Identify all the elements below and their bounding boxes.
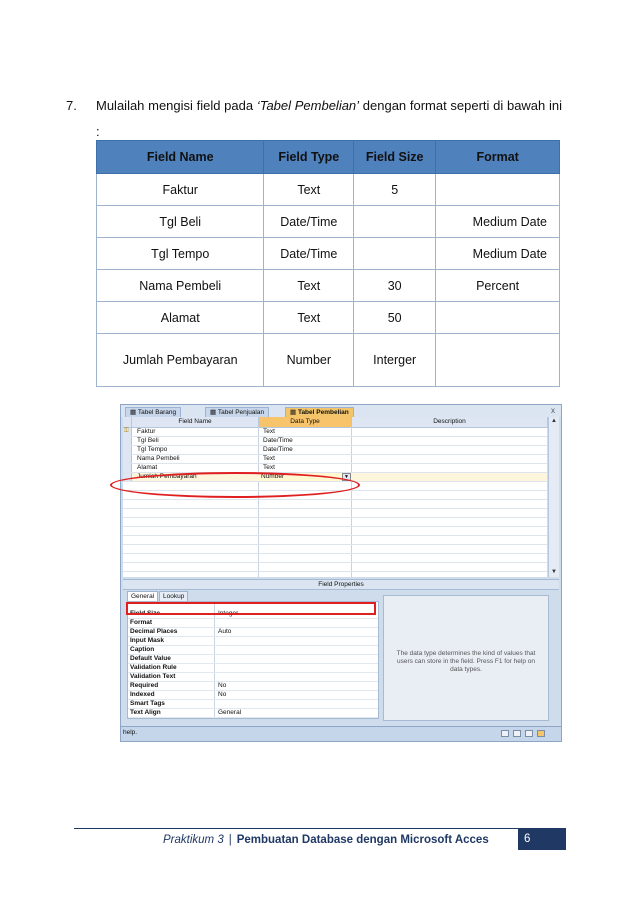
cell-field-size: 50: [354, 302, 436, 334]
row-selector[interactable]: [123, 428, 132, 436]
table-icon: ▦: [290, 409, 298, 416]
cell-field-name: Tgl Tempo: [97, 238, 264, 270]
grid-data-type: Text: [263, 428, 275, 435]
cell-field-type: Date/Time: [264, 206, 354, 238]
instruction-text: [96, 93, 562, 145]
tab-tabel-penjualan[interactable]: ▦ Tabel Penjualan: [205, 407, 269, 418]
table-row: [97, 206, 560, 238]
grid-data-type: Number: [261, 473, 285, 480]
status-bar: [121, 726, 561, 741]
highlight-rectangle: [126, 602, 376, 615]
dropdown-arrow-icon[interactable]: ▼: [342, 473, 351, 481]
table-icon: ▦: [210, 409, 218, 416]
table-row: [97, 174, 560, 206]
design-view-icon[interactable]: [537, 730, 545, 737]
page-footer: [163, 831, 513, 849]
property-row[interactable]: Validation Rule: [128, 664, 378, 673]
tab-tabel-pembelian[interactable]: ▦ Tabel Pembelian: [285, 407, 354, 418]
table-reference: ‘Tabel Pembelian’: [256, 98, 360, 113]
help-text: The data type determines the kind of values that users can store in the field. Press F1 for help on data types.: [396, 650, 536, 673]
cell-field-type: Number: [264, 334, 354, 387]
property-row[interactable]: Validation Text: [128, 673, 378, 682]
field-properties-title: Field Properties: [123, 579, 559, 590]
cell-field-type: Text: [264, 270, 354, 302]
property-row[interactable]: Default Value: [128, 655, 378, 664]
pivot-chart-view-icon[interactable]: [525, 730, 533, 737]
grid-field-name: Alamat: [137, 464, 158, 471]
primary-key-icon: ⚿: [124, 428, 129, 434]
grid-row-empty[interactable]: [123, 563, 547, 572]
cell-field-name: Jumlah Pembayaran: [97, 334, 264, 387]
grid-row[interactable]: [123, 437, 547, 446]
cell-field-size: Interger: [354, 334, 436, 387]
instruction-step: [66, 93, 562, 145]
cell-format: Percent: [436, 270, 560, 302]
cell-format: [436, 302, 560, 334]
header-field-name: Field Name: [97, 141, 264, 174]
cell-field-size: [354, 238, 436, 270]
cell-field-name: Tgl Beli: [97, 206, 264, 238]
row-selector[interactable]: [123, 446, 132, 454]
grid-field-name: Faktur: [137, 428, 156, 435]
cell-field-name: Alamat: [97, 302, 264, 334]
table-row: [97, 302, 560, 334]
close-icon[interactable]: x: [551, 406, 555, 415]
instruction-after: dengan format seperti di bawah ini :: [96, 98, 562, 139]
grid-row-empty[interactable]: [123, 536, 547, 545]
grid-field-name: Nama Pembeli: [137, 455, 180, 462]
grid-field-name: Tgl Beli: [137, 437, 159, 444]
table-row: [97, 334, 560, 387]
instruction-before: Mulailah mengisi field pada: [96, 98, 257, 113]
header-field-type: Field Type: [264, 141, 354, 174]
grid-scrollbar[interactable]: [548, 417, 559, 577]
header-field-size: Field Size: [354, 141, 436, 174]
row-selector[interactable]: [123, 464, 132, 472]
grid-row[interactable]: [123, 464, 547, 473]
cell-field-size: [354, 206, 436, 238]
status-text: help.: [123, 729, 138, 736]
cell-field-type: Text: [264, 302, 354, 334]
grid-data-type: Date/Time: [263, 446, 293, 453]
property-row[interactable]: Input Mask: [128, 637, 378, 646]
footer-praktikum: Praktikum 3: [163, 834, 224, 846]
property-row[interactable]: Decimal Places Auto: [128, 628, 378, 637]
pivot-table-view-icon[interactable]: [513, 730, 521, 737]
property-sheet: [127, 601, 379, 719]
grid-row-empty[interactable]: [123, 500, 547, 509]
step-number: 7.: [66, 98, 77, 113]
grid-data-type: Text: [263, 455, 275, 462]
property-row[interactable]: Indexed No: [128, 691, 378, 700]
grid-header-data-type: Data Type: [259, 417, 352, 428]
cell-field-type: Date/Time: [264, 238, 354, 270]
cell-field-type: Text: [264, 174, 354, 206]
table-icon: ▦: [130, 409, 138, 416]
datasheet-view-icon[interactable]: [501, 730, 509, 737]
grid-header-field-name: Field Name: [132, 417, 259, 428]
grid-row[interactable]: [123, 428, 547, 437]
property-row[interactable]: Format: [128, 619, 378, 628]
cell-format: [436, 334, 560, 387]
field-table: [96, 140, 560, 387]
cell-field-name: Nama Pembeli: [97, 270, 264, 302]
help-pane: [383, 595, 549, 721]
grid-data-type: Text: [263, 464, 275, 471]
highlight-ellipse: [110, 472, 360, 498]
tab-lookup[interactable]: Lookup: [159, 591, 188, 602]
header-format: Format: [436, 141, 560, 174]
property-row[interactable]: Field Size Integer: [128, 610, 378, 619]
access-design-view-screenshot: [120, 404, 562, 742]
grid-row[interactable]: [123, 446, 547, 455]
cell-format: Medium Date: [436, 238, 560, 270]
grid-header-description: Description: [352, 417, 548, 428]
grid-row-empty[interactable]: [123, 527, 547, 536]
cell-format: Medium Date: [436, 206, 560, 238]
scroll-up-icon[interactable]: ▲: [551, 418, 557, 424]
row-selector[interactable]: [123, 437, 132, 445]
property-row[interactable]: Required No: [128, 682, 378, 691]
property-row[interactable]: Caption: [128, 646, 378, 655]
row-selector[interactable]: [123, 455, 132, 463]
property-row[interactable]: Smart Tags: [128, 700, 378, 709]
page-number: 6: [518, 829, 566, 850]
table-row: [97, 238, 560, 270]
cell-format: [436, 174, 560, 206]
tab-tabel-barang[interactable]: ▦ Tabel Barang: [125, 407, 181, 418]
cell-field-size: 5: [354, 174, 436, 206]
footer-separator: |: [228, 834, 232, 846]
tab-general[interactable]: General: [127, 591, 158, 602]
footer-title: Pembuatan Database dengan Microsoft Acces: [236, 834, 489, 846]
field-table-header: [97, 141, 560, 174]
footer-divider: [74, 828, 566, 829]
cell-field-name: Faktur: [97, 174, 264, 206]
table-row: [97, 270, 560, 302]
grid-row-empty[interactable]: [123, 545, 547, 554]
grid-row-empty[interactable]: [123, 509, 547, 518]
object-tabs: [121, 405, 561, 417]
grid-row[interactable]: [123, 455, 547, 464]
cell-field-size: 30: [354, 270, 436, 302]
grid-field-name: Tgl Tempo: [137, 446, 168, 453]
row-selector-header: [123, 417, 132, 428]
grid-field-name[interactable]: Jumlah Pembayaran: [137, 473, 197, 480]
grid-row-empty[interactable]: [123, 518, 547, 527]
scroll-down-icon[interactable]: ▼: [551, 569, 557, 575]
grid-data-type: Date/Time: [263, 437, 293, 444]
property-row[interactable]: Text Align General: [128, 709, 378, 718]
grid-row-empty[interactable]: [123, 554, 547, 563]
